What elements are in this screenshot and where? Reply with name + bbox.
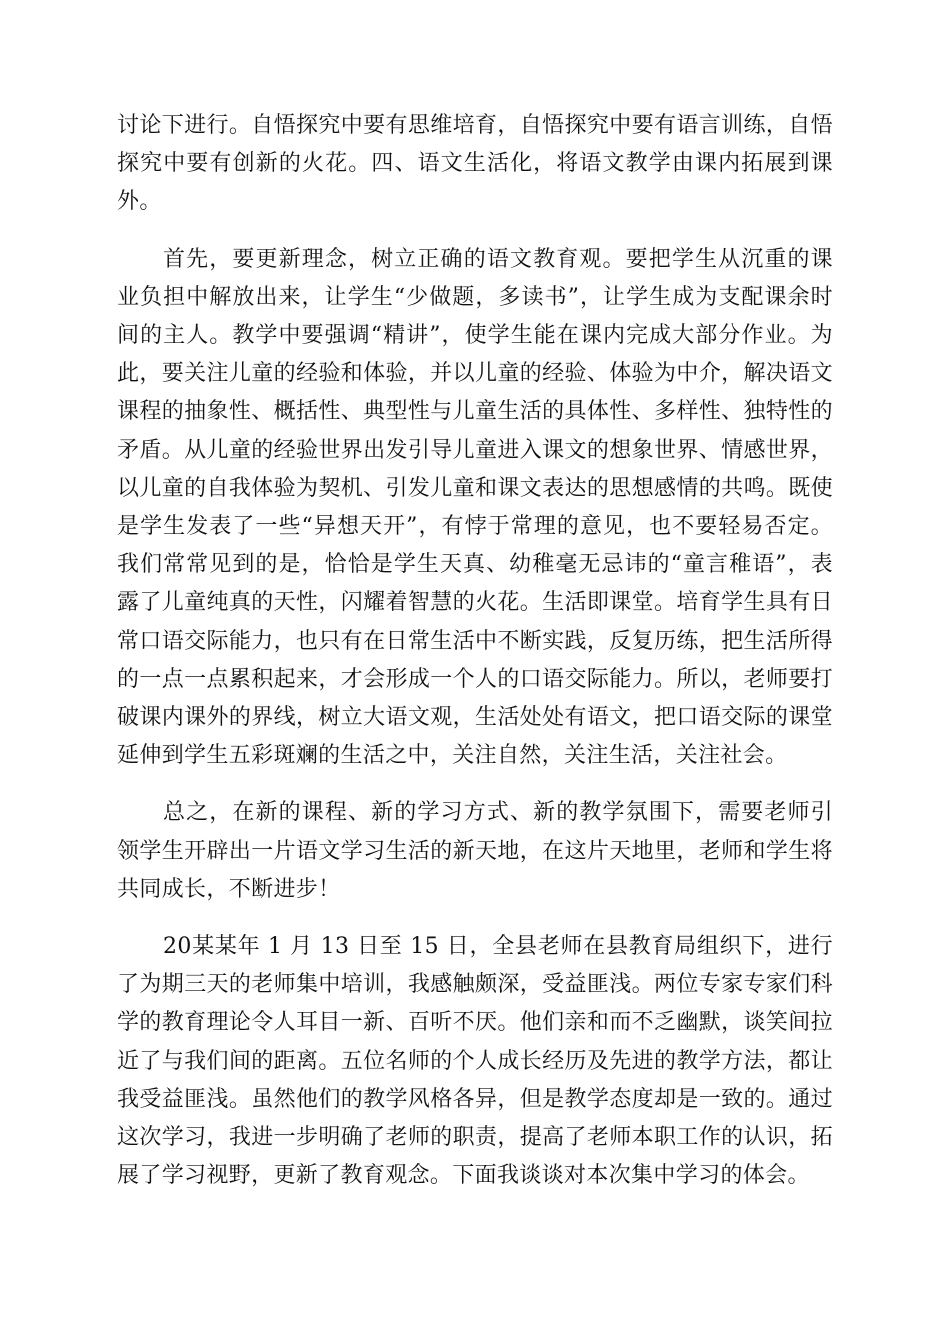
paragraph-training-reflection: 20某某年 1 月 13 日至 15 日，全县老师在县教育局组织下，进行了为期三天的老师集中培训，我感触颇深，受益匪浅。两位专家专家们科学的教育理论令人耳目一新、百听不厌。他们亲和而不乏幽默，谈笑间拉近了与我们间的距离。五位名师的个人成长经历及先进的教学方法，都让我受益匪浅。虽然他们的教学风格各异，但是教学态度却是一致的。通过这次学习，我进一步明确了老师的职责，提高了老师本职工作的认识，拓展了学习视野，更新了教育观念。下面我谈谈对本次集中学习的体会。 [117,934,833,1189]
paragraph-conclusion: 总之，在新的课程、新的学习方式、新的教学氛围下，需要老师引领学生开辟出一片语文学习生活的新天地，在这片天地里，老师和学生将共同成长，不断进步！ [117,800,833,902]
paragraph-continuation: 讨论下进行。自悟探究中要有思维培育，自悟探究中要有语言训练，自悟探究中要有创新的火花。四、语文生活化，将语文教学由课内拓展到课外。 [117,113,833,215]
paragraph-update-concept: 首先，要更新理念，树立正确的语文教育观。要把学生从沉重的课业负担中解放出来，让学生“少做题，多读书”，让学生成为支配课余时间的主人。教学中要强调“精讲”，使学生能在课内完成大部分作业。为此，要关注儿童的经验和体验，并以儿童的经验、体验为中介，解决语文课程的抽象性、概括性、典型性与儿童生活的具体性、多样性、独特性的矛盾。从儿童的经验世界出发引导儿童进入课文的想象世界、情感世界，以儿童的自我体验为契机、引发儿童和课文表达的思想感情的共鸣。既使是学生发表了一些“异想天开”，有悖于常理的意见，也不要轻易否定。我们常常见到的是，恰恰是学生天真、幼稚毫无忌讳的“童言稚语”，表露了儿童纯真的天性，闪耀着智慧的火花。生活即课堂。培育学生具有日常口语交际能力，也只有在日常生活中不断实践，反复历练，把生活所得的一点一点累积起来，才会形成一个人的口语交际能力。所以，老师要打破课内课外的界线，树立大语文观，生活处处有语文，把口语交际的课堂延伸到学生五彩斑斓的生活之中，关注自然，关注生活，关注社会。 [117,246,833,769]
document-body [117,107,833,1195]
